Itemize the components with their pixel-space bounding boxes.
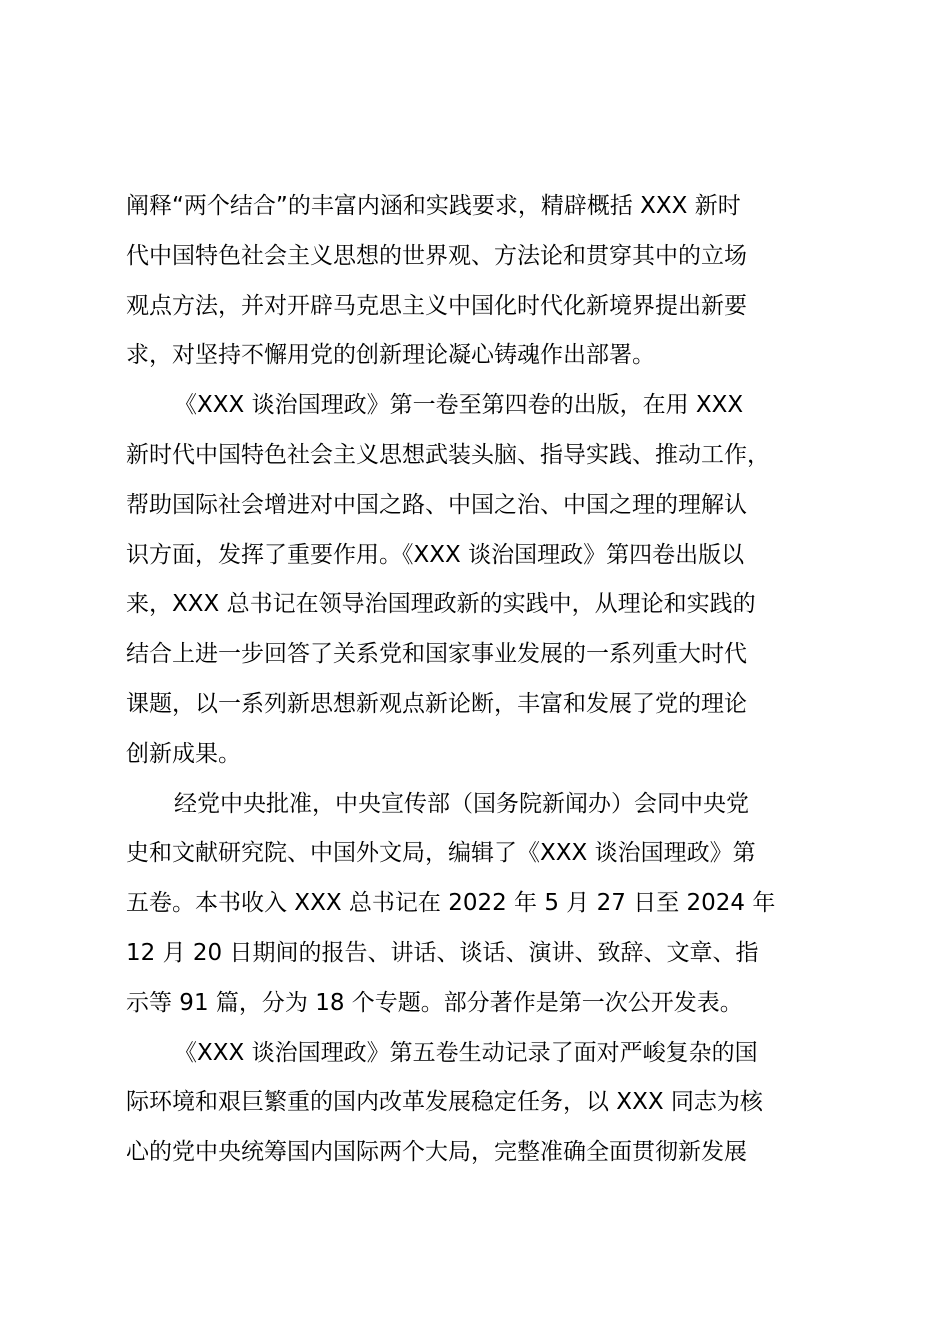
paragraph-4-line-2: 际环境和艰巨繁重的国内改革发展稳定任务，以 XXX 同志为核	[126, 1089, 763, 1116]
paragraph-2-line-4: 识方面，发挥了重要作用。《XXX 谈治国理政》第四卷出版以	[126, 541, 745, 568]
document-body	[126, 182, 836, 1178]
paragraph-1-line-4: 求，对坚持不懈用党的创新理论凝心铸魂作出部署。	[126, 342, 655, 369]
paragraph-2-line-6: 结合上进一步回答了关系党和国家事业发展的一系列重大时代	[126, 641, 747, 668]
paragraph-2-line-8: 创新成果。	[126, 740, 241, 767]
paragraph-1-line-3: 观点方法，并对开辟马克思主义中国化时代化新境界提出新要	[126, 292, 747, 319]
paragraph-2-line-3: 帮助国际社会增进对中国之路、中国之治、中国之理的理解认	[126, 491, 747, 518]
paragraph-4-line-3: 心的党中央统筹国内国际两个大局，完整准确全面贯彻新发展	[126, 1139, 747, 1166]
paragraph-1-line-1: 阐释“两个结合”的丰富内涵和实践要求，精辟概括 XXX 新时	[126, 193, 741, 219]
paragraph-3-line-1: 经党中央批准，中央宣传部（国务院新闻办）会同中央党	[174, 790, 749, 817]
paragraph-2-line-5: 来，XXX 总书记在领导治国理政新的实践中，从理论和实践的	[126, 591, 756, 618]
paragraph-2-line-7: 课题，以一系列新思想新观点新论断，丰富和发展了党的理论	[126, 690, 747, 717]
paragraph-3-line-3: 五卷。本书收入 XXX 总书记在 2022 年 5 月 27 日至 2024 年	[126, 890, 776, 917]
paragraph-3-line-2: 史和文献研究院、中国外文局，编辑了《XXX 谈治国理政》第	[126, 840, 756, 867]
paragraph-3-line-5: 示等 91 篇，分为 18 个专题。部分著作是第一次公开发表。	[126, 989, 743, 1016]
paragraph-2-line-2: 新时代中国特色社会主义思想武装头脑、指导实践、推动工作，	[126, 441, 770, 468]
paragraph-3-line-4: 12 月 20 日期间的报告、讲话、谈话、演讲、致辞、文章、指	[126, 939, 759, 966]
paragraph-2-line-1: 《XXX 谈治国理政》第一卷至第四卷的出版，在用 XXX	[174, 392, 744, 419]
paragraph-1-line-2: 代中国特色社会主义思想的世界观、方法论和贯穿其中的立场	[126, 242, 747, 269]
paragraph-4-line-1: 《XXX 谈治国理政》第五卷生动记录了面对严峻复杂的国	[174, 1039, 758, 1066]
